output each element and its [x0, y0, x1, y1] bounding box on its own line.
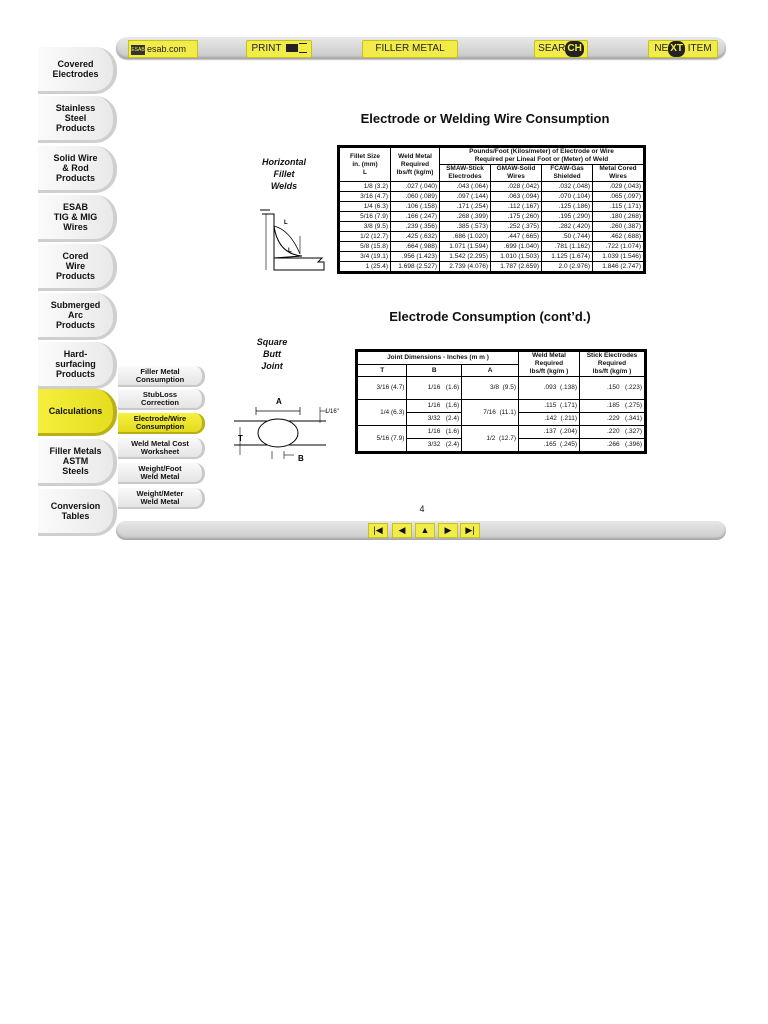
table-row [340, 192, 644, 202]
table-cell: 1/4 (6.3) [340, 202, 391, 212]
table-cell: 1.071 (1.594) [440, 242, 491, 252]
fillet-weld-diagram [256, 206, 328, 276]
search-highlight: CH [565, 41, 583, 57]
filler-metal-button[interactable]: FILLER METAL [362, 40, 458, 58]
table-cell: .043 (.064) [440, 182, 491, 192]
table-row [340, 222, 644, 232]
col-fillet-size: Fillet Size in. (mm) L [340, 148, 391, 182]
subnav-weight-foot[interactable]: Weight/Foot Weld Metal [118, 463, 205, 484]
page-number: 4 [419, 504, 425, 514]
first-page-icon[interactable]: |◀ [368, 523, 388, 538]
section1-title: Electrode or Welding Wire Consumption [360, 111, 610, 126]
table-cell: 5/16 (7.9) [340, 212, 391, 222]
col-weld-metal: Weld Metal Required lbs/ft (kg/m) [391, 148, 440, 182]
gap-dimension-label: 1/16" [325, 409, 339, 415]
table-cell: .268 (.399) [440, 212, 491, 222]
table-row [340, 242, 644, 252]
table-cell: .063 (.094) [491, 192, 542, 202]
dimension-a-label: A [276, 397, 282, 406]
nav-stainless-steel[interactable]: Stainless Steel Products [38, 96, 117, 143]
table-cell: 1.010 (1.503) [491, 252, 542, 262]
table-cell: 2.0 (2.976) [542, 262, 593, 272]
butt-joint-table [357, 351, 645, 452]
table-cell: .956 (1.423) [391, 252, 440, 262]
table-cell: .686 (1.020) [440, 232, 491, 242]
dimension-t-label: T [238, 434, 243, 443]
table-cell: 1/2 (12.7) [340, 232, 391, 242]
nav-hardsurfacing[interactable]: Hard- surfacing Products [38, 342, 117, 389]
table-cell: .166 (.247) [391, 212, 440, 222]
fillet-table-body [340, 182, 644, 272]
next-suffix: ITEM [685, 43, 712, 54]
table-cell: .027 (.040) [391, 182, 440, 192]
table-cell: .252 (.375) [491, 222, 542, 232]
table-cell: .180 (.268) [593, 212, 644, 222]
nav-submerged-arc[interactable]: Submerged Arc Products [38, 293, 117, 340]
nav-tig-mig[interactable]: ESAB TIG & MIG Wires [38, 195, 117, 242]
table-cell: .028 (.042) [491, 182, 542, 192]
horizontal-fillet-label: Horizontal Fillet Welds [262, 157, 306, 191]
previous-page-icon[interactable]: ◀ [392, 523, 412, 538]
table-row [340, 232, 644, 242]
nav-calculations[interactable]: Calculations [38, 389, 117, 436]
table-cell: 1 (25.4) [340, 262, 391, 272]
table-cell: 1.542 (2.295) [440, 252, 491, 262]
subnav-filler-metal-consumption[interactable]: Filler Metal Consumption [118, 366, 205, 387]
nav-covered-electrodes[interactable]: Covered Electrodes [38, 47, 117, 94]
table-cell: .239 (.356) [391, 222, 440, 232]
table-cell: 3/8 (9.5) [340, 222, 391, 232]
table-cell: 1.846 (2.747) [593, 262, 644, 272]
table-cell: .175 (.260) [491, 212, 542, 222]
fillet-consumption-table-box [337, 145, 646, 274]
table-row: 3/32 (2.4) .142 (.211) .229 (.341) [358, 413, 645, 426]
table-cell: .112 (.167) [491, 202, 542, 212]
print-label: PRINT [251, 43, 282, 54]
nav-solid-wire[interactable]: Solid Wire & Rod Products [38, 146, 117, 193]
top-toolbar [116, 37, 726, 59]
print-button[interactable] [246, 40, 312, 58]
page-lines-icon [299, 43, 307, 53]
table-cell: .462 (.688) [593, 232, 644, 242]
nav-cored-wire[interactable]: Cored Wire Products [38, 244, 117, 291]
col-weld-metal-required: Weld Metal Required lbs/ft (kg/m ) [519, 352, 580, 377]
subnav-electrode-wire-consumption[interactable]: Electrode/Wire Consumption [118, 413, 205, 434]
table-row [340, 252, 644, 262]
subnav-weld-metal-cost[interactable]: Weld Metal Cost Worksheet [118, 438, 205, 459]
printer-icon [286, 44, 298, 52]
table-cell: .125 (.186) [542, 202, 593, 212]
table-cell: .50 (.744) [542, 232, 593, 242]
section2-title: Electrode Consumption (cont’d.) [389, 309, 591, 324]
col-joint-dimensions: Joint Dimensions - Inches (m m ) [358, 352, 519, 365]
next-highlight: XT [668, 41, 685, 57]
fillet-leg-label-2: L [288, 248, 292, 254]
table-row: 3/16 (4.7) 1/16 (1.6) 3/8 (9.5) .093 (.138) .150 (.223) [358, 377, 645, 400]
table-cell: .722 (1.074) [593, 242, 644, 252]
table-cell: 1/8 (3.2) [340, 182, 391, 192]
butt-joint-diagram [230, 393, 348, 467]
table-cell: .171 (.254) [440, 202, 491, 212]
col-gmaw: GMAW-Solid Wires [491, 165, 542, 182]
table-row: 5/16 (7.9) 1/16 (1.6) 1/2 (12.7) .137 (.204) .220 (.327) [358, 426, 645, 439]
table-row [340, 212, 644, 222]
table-cell: 3/4 (19.1) [340, 252, 391, 262]
table-cell: 2.739 (4.076) [440, 262, 491, 272]
square-butt-joint-label: Square Butt Joint [256, 337, 288, 371]
col-pounds-per-foot: Pounds/Foot (Kilos/meter) of Electrode or Wire Required per Lineal Foot or (Meter) of Weld [440, 148, 644, 165]
table-cell: .282 (.420) [542, 222, 593, 232]
table-cell: .195 (.290) [542, 212, 593, 222]
table-cell: 1.787 (2.659) [491, 262, 542, 272]
table-cell: .097 (.144) [440, 192, 491, 202]
table-cell: .060 (.089) [391, 192, 440, 202]
esab-logo-icon: ESAB [131, 46, 145, 53]
table-cell: .065 (.097) [593, 192, 644, 202]
dimension-b-label: B [298, 454, 304, 463]
fillet-consumption-table [339, 147, 644, 272]
fillet-leg-label-1: L [284, 220, 288, 226]
table-cell: .699 (1.040) [491, 242, 542, 252]
col-t: T [358, 365, 407, 377]
table-cell: .447 (.665) [491, 232, 542, 242]
search-button[interactable] [534, 40, 588, 58]
butt-joint-table-box [355, 349, 647, 454]
table-cell: 1.125 (1.674) [542, 252, 593, 262]
table-cell: .106 (.158) [391, 202, 440, 212]
table-cell: .260 (.387) [593, 222, 644, 232]
logo-label: esab.com [147, 44, 187, 54]
table-cell: .032 (.048) [542, 182, 593, 192]
search-prefix: SEAR [538, 43, 566, 54]
next-page-icon[interactable]: ▶ [438, 523, 458, 538]
table-cell: .664 (.988) [391, 242, 440, 252]
table-cell: .029 (.043) [593, 182, 644, 192]
nav-filler-metals-astm[interactable]: Filler Metals ASTM Steels [38, 439, 117, 486]
col-b: B [407, 365, 462, 377]
next-item-button[interactable] [648, 40, 718, 58]
next-prefix: NE [654, 43, 669, 54]
subnav-weight-meter[interactable]: Weight/Meter Weld Metal [118, 488, 205, 509]
table-cell: .115 (.171) [593, 202, 644, 212]
table-cell: .385 (.573) [440, 222, 491, 232]
col-stick-electrodes: Stick Electrodes Required lbs/ft (kg/m ) [580, 352, 645, 377]
col-smaw: SMAW-Stick Electrodes [440, 165, 491, 182]
table-cell: .781 (1.162) [542, 242, 593, 252]
table-row [340, 182, 644, 192]
table-cell: 3/16 (4.7) [340, 192, 391, 202]
col-fcaw: FCAW-Gas Shielded [542, 165, 593, 182]
table-row [340, 262, 644, 272]
subnav-stubloss-correction[interactable]: StubLoss Correction [118, 389, 205, 410]
bottom-nav-bar [116, 521, 726, 540]
col-a: A [462, 365, 519, 377]
nav-conversion-tables[interactable]: Conversion Tables [38, 489, 117, 536]
table-cell: .425 (.632) [391, 232, 440, 242]
last-page-icon[interactable]: ▶| [460, 523, 480, 538]
up-icon[interactable]: ▲ [415, 523, 435, 538]
table-row: 1/4 (6.3) 1/16 (1.6) 7/16 (11.1) .115 (.171) .185 (.275) [358, 400, 645, 413]
table-cell: .070 (.104) [542, 192, 593, 202]
table-cell: 1.039 (1.546) [593, 252, 644, 262]
table-cell: 1.698 (2.527) [391, 262, 440, 272]
col-metal-cored: Metal Cored Wires [593, 165, 644, 182]
table-cell: 5/8 (15.8) [340, 242, 391, 252]
table-row: 3/32 (2.4) .165 (.245) .266 (.396) [358, 439, 645, 452]
table-row [340, 202, 644, 212]
esab-home-link[interactable] [128, 40, 198, 58]
